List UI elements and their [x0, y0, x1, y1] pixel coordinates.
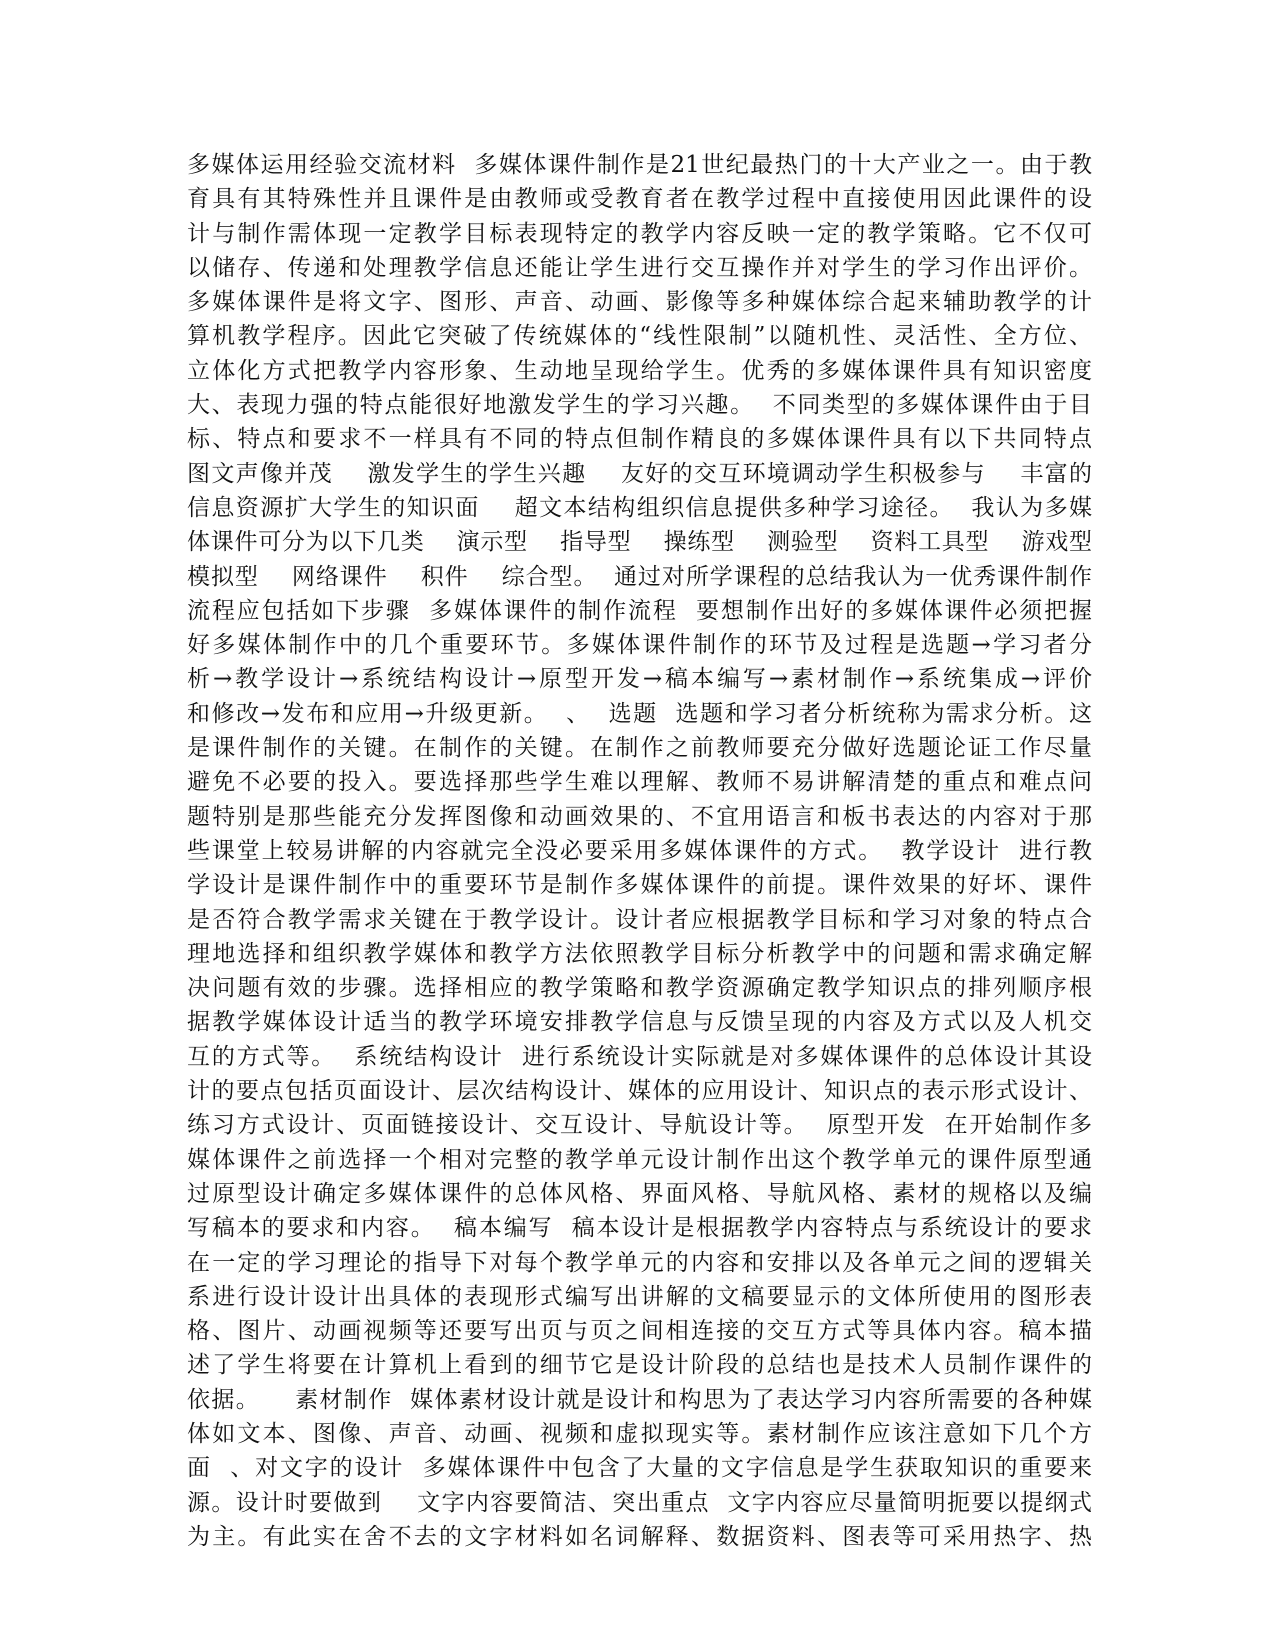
text-line: 算机教学程序。因此它突破了传统媒体的“线性限制”以随机性、灵活性、全方位、 — [187, 323, 1092, 350]
text-line: 以储存、传递和处理教学信息还能让学生进行交互操作并对学生的学习作出评价。 — [187, 254, 1092, 281]
text-line: 图文声像并茂 激发学生的学生兴趣 友好的交互环境调动学生积极参与 丰富的 — [187, 460, 1092, 487]
text-line: 避免不必要的投入。要选择那些学生难以理解、教师不易讲解清楚的重点和难点问 — [187, 769, 1092, 796]
text-line: 题特别是那些能充分发挥图像和动画效果的、不宜用语言和板书表达的内容对于那 — [187, 803, 1092, 830]
text-line: 学设计是课件制作中的重要环节是制作多媒体课件的前提。课件效果的好坏、课件 — [187, 872, 1092, 899]
text-line: 好多媒体制作中的几个重要环节。多媒体课件制作的环节及过程是选题→学习者分 — [187, 632, 1092, 659]
text-line: 依据。 素材制作 媒体素材设计就是设计和构思为了表达学习内容所需要的各种媒 — [187, 1386, 1092, 1413]
text-line: 信息资源扩大学生的知识面 超文本结构组织信息提供多种学习途径。 我认为多媒 — [187, 494, 1092, 521]
text-line: 流程应包括如下步骤 多媒体课件的制作流程 要想制作出好的多媒体课件必须把握 — [187, 597, 1092, 624]
text-line: 系进行设计设计出具体的表现形式编写出讲解的文稿要显示的文体所使用的图形表 — [187, 1283, 1092, 1310]
text-line: 标、特点和要求不一样具有不同的特点但制作精良的多媒体课件具有以下共同特点 — [187, 426, 1092, 453]
text-line: 据教学媒体设计适当的教学环境安排教学信息与反馈呈现的内容及方式以及人机交 — [187, 1009, 1092, 1036]
body-text — [187, 148, 1092, 1554]
text-line: 多媒体运用经验交流材料 多媒体课件制作是21世纪最热门的十大产业之一。由于教 — [187, 152, 1092, 178]
text-line: 面 、对文字的设计 多媒体课件中包含了大量的文字信息是学生获取知识的重要来 — [187, 1455, 1092, 1482]
text-line: 是课件制作的关键。在制作的关键。在制作之前教师要充分做好选题论证工作尽量 — [187, 735, 1092, 762]
text-line: 模拟型 网络课件 积件 综合型。 通过对所学课程的总结我认为一优秀课件制作 — [187, 563, 1092, 590]
text-line: 是否符合教学需求关键在于教学设计。设计者应根据教学目标和学习对象的特点合 — [187, 906, 1092, 933]
text-line: 格、图片、动画视频等还要写出页与页之间相连接的交互方式等具体内容。稿本描 — [187, 1318, 1092, 1345]
text-line: 育具有其特殊性并且课件是由教师或受教育者在教学过程中直接使用因此课件的设 — [187, 186, 1092, 213]
text-line: 为主。有此实在舍不去的文字材料如名词解释、数据资料、图表等可采用热字、热 — [187, 1523, 1092, 1550]
text-line: 立体化方式把教学内容形象、生动地呈现给学生。优秀的多媒体课件具有知识密度 — [187, 357, 1092, 384]
text-line: 练习方式设计、页面链接设计、交互设计、导航设计等。 原型开发 在开始制作多 — [187, 1112, 1092, 1139]
text-line: 在一定的学习理论的指导下对每个教学单元的内容和安排以及各单元之间的逻辑关 — [187, 1249, 1092, 1276]
text-line: 体课件可分为以下几类 演示型 指导型 操练型 测验型 资料工具型 游戏型 — [187, 529, 1092, 556]
text-line: 体如文本、图像、声音、动画、视频和虚拟现实等。素材制作应该注意如下几个方 — [187, 1420, 1092, 1447]
text-line: 大、表现力强的特点能很好地激发学生的学习兴趣。 不同类型的多媒体课件由于目 — [187, 392, 1092, 419]
text-line: 多媒体课件是将文字、图形、声音、动画、影像等多种媒体综合起来辅助教学的计 — [187, 289, 1092, 316]
text-line: 写稿本的要求和内容。 稿本编写 稿本设计是根据教学内容特点与系统设计的要求 — [187, 1215, 1092, 1242]
text-line: 理地选择和组织教学媒体和教学方法依照教学目标分析教学中的问题和需求确定解 — [187, 940, 1092, 967]
text-line: 互的方式等。 系统结构设计 进行系统设计实际就是对多媒体课件的总体设计其设 — [187, 1043, 1092, 1070]
text-line: 计的要点包括页面设计、层次结构设计、媒体的应用设计、知识点的表示形式设计、 — [187, 1078, 1092, 1105]
text-line: 媒体课件之前选择一个相对完整的教学单元设计制作出这个教学单元的课件原型通 — [187, 1146, 1092, 1173]
text-line: 源。设计时要做到 文字内容要简洁、突出重点 文字内容应尽量简明扼要以提纲式 — [187, 1489, 1092, 1516]
text-line: 决问题有效的步骤。选择相应的教学策略和教学资源确定教学知识点的排列顺序根 — [187, 975, 1092, 1002]
text-line: 计与制作需体现一定教学目标表现特定的教学内容反映一定的教学策略。它不仅可 — [187, 220, 1092, 247]
text-line: 和修改→发布和应用→升级更新。 、 选题 选题和学习者分析统称为需求分析。这 — [187, 700, 1092, 727]
text-line: 过原型设计确定多媒体课件的总体风格、界面风格、导航风格、素材的规格以及编 — [187, 1180, 1092, 1207]
text-line: 些课堂上较易讲解的内容就完全没必要采用多媒体课件的方式。 教学设计 进行教 — [187, 837, 1092, 864]
text-line: 述了学生将要在计算机上看到的细节它是设计阶段的总结也是技术人员制作课件的 — [187, 1352, 1092, 1379]
text-line: 析→教学设计→系统结构设计→原型开发→稿本编写→素材制作→系统集成→评价 — [187, 666, 1092, 693]
